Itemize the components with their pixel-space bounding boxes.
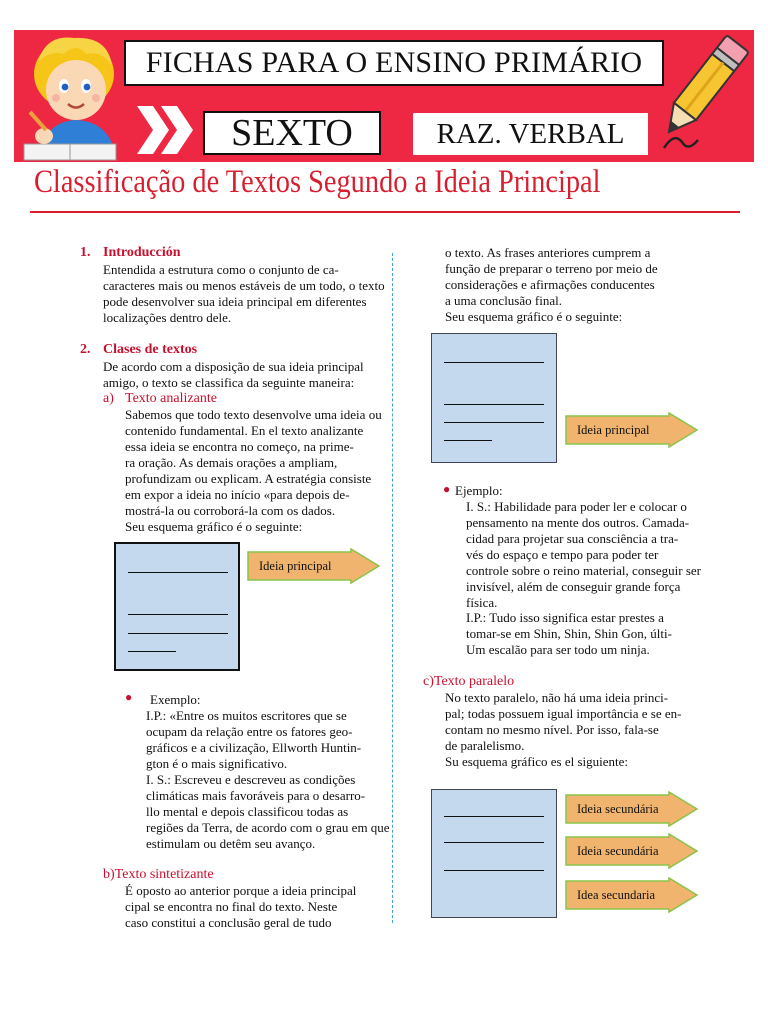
paragraph-line: o texto. As frases anteriores cumprem a xyxy=(445,245,651,260)
paragraph-line: localizações dentro dele. xyxy=(103,310,232,325)
example-title: Ejemplo: xyxy=(455,483,503,498)
paragraph-line: regiões da Terra, de acordo com o grau em que xyxy=(146,820,390,835)
student-writing-illustration xyxy=(16,32,128,162)
paragraph-line: pode desenvolver sua ideia principal em diferentes xyxy=(103,294,367,309)
arrow-label: Ideia secundária xyxy=(577,801,659,816)
scheme-box-analizante xyxy=(114,542,240,671)
arrow-ideia-principal xyxy=(247,548,381,584)
paragraph-line: física. xyxy=(466,595,498,610)
paragraph-line: No texto paralelo, não há uma ideia princi- xyxy=(445,690,669,705)
worksheet-title: FICHAS PARA O ENSINO PRIMÁRIO xyxy=(124,40,664,86)
scheme-line xyxy=(444,362,544,363)
scheme-line xyxy=(128,614,228,615)
column-divider xyxy=(392,253,393,923)
paragraph-line: de paralelismo. xyxy=(445,738,525,753)
paragraph-line: llo mental e depois classificou todas as xyxy=(146,804,349,819)
paragraph-line: função de preparar o terreno por meio de xyxy=(445,261,658,276)
paragraph-line: I.P.: «Entre os muitos escritores que se xyxy=(146,708,347,723)
paragraph-line: vés do espaço e tempo para poder ter xyxy=(466,547,659,562)
paragraph-line: I. S.: Habilidade para poder ler e colocar o xyxy=(466,499,687,514)
paragraph-line: tomar-se em Shin, Shin, Shin Gon, últi- xyxy=(466,626,672,641)
heading-underline xyxy=(30,211,740,213)
paragraph-line: I. S.: Escreveu e descreveu as condições xyxy=(146,772,356,787)
paragraph-line: Um escalão para ser todo um ninja. xyxy=(466,642,650,657)
grade-label: SEXTO xyxy=(203,111,381,155)
paragraph-line: amigo, o texto se classifica da seguinte maneira: xyxy=(103,375,355,390)
paragraph-line: Sabemos que todo texto desenvolve uma ideia ou xyxy=(125,407,382,422)
arrow-ideia-principal xyxy=(565,412,699,448)
arrow-idea-secundaria xyxy=(565,877,699,913)
paragraph-line: essa ideia se encontra no começo, na prime- xyxy=(125,439,354,454)
paragraph-line: climáticas mais favoráveis para o desarro- xyxy=(146,788,366,803)
paragraph-line: mostrá-la ou corroborá-la com os dados. xyxy=(125,503,336,518)
section-number: 2. xyxy=(80,342,91,357)
paragraph-line: É oposto ao anterior porque a ideia principal xyxy=(125,883,357,898)
paragraph-line: contenido fundamental. En el texto analizante xyxy=(125,423,364,438)
scheme-line xyxy=(128,633,228,634)
arrow-label: Ideia secundária xyxy=(577,843,659,858)
arrow-label: Ideia principal xyxy=(259,558,332,573)
arrow-ideia-secundaria xyxy=(565,833,699,869)
paragraph-line: contam no mesmo nível. Por isso, fala-se xyxy=(445,722,659,737)
scheme-line xyxy=(444,422,544,423)
paragraph-line: cidad para projetar sua consciência a tra- xyxy=(466,531,679,546)
paragraph-line: I.P.: Tudo isso significa estar prestes a xyxy=(466,610,664,625)
arrow-ideia-secundaria xyxy=(565,791,699,827)
scheme-line xyxy=(128,572,228,573)
bullet-icon: ● xyxy=(443,482,451,496)
pencil-icon xyxy=(648,30,758,160)
scheme-line xyxy=(128,651,176,652)
paragraph-line: pensamento na mente dos outros. Camada- xyxy=(466,515,690,530)
paragraph-line: em expor a ideia no início «para depois de- xyxy=(125,487,350,502)
scheme-box-paralelo xyxy=(431,789,557,918)
subsection-label: a) xyxy=(103,391,114,406)
paragraph-line: ocupam da relação entre os fatores geo- xyxy=(146,724,353,739)
paragraph-line: controle sobre o reino material, conseguir ser xyxy=(466,563,701,578)
page-heading: Classificação de Textos Segundo a Ideia Principal xyxy=(34,164,601,200)
paragraph-line: De acordo com a disposição de sua ideia principal xyxy=(103,359,364,374)
subsection-title-analizante: Texto analizante xyxy=(125,391,217,406)
arrow-label: Ideia principal xyxy=(577,422,650,437)
paragraph-line: Seu esquema gráfico é o seguinte: xyxy=(445,309,623,324)
paragraph-line: estimulam ou detêm seu avanço. xyxy=(146,836,316,851)
scheme-line xyxy=(444,440,492,441)
scheme-line xyxy=(444,816,544,817)
paragraph-line: profundizam ou explicam. A estratégia consiste xyxy=(125,471,372,486)
paragraph-line: cipal se encontra no final do texto. Neste xyxy=(125,899,338,914)
scheme-line xyxy=(444,842,544,843)
section-number: 1. xyxy=(80,245,91,260)
paragraph-line: pal; todas possuem igual importância e se en- xyxy=(445,706,682,721)
scheme-line xyxy=(444,870,544,871)
paragraph-line: a uma conclusão final. xyxy=(445,293,562,308)
arrow-label: Idea secundaria xyxy=(577,887,656,902)
section-title-clases: Clases de textos xyxy=(103,342,198,357)
subsection-title-sintetizante: b)Texto sintetizante xyxy=(103,867,214,882)
paragraph-line: gráficos e a civilização, Ellworth Huntin- xyxy=(146,740,362,755)
paragraph-line: Su esquema gráfico es el siguiente: xyxy=(445,754,629,769)
subsection-title-paralelo: c)Texto paralelo xyxy=(423,674,515,689)
paragraph-line: ra oração. As demais orações a ampliam, xyxy=(125,455,338,470)
scheme-line xyxy=(444,404,544,405)
bullet-icon: ● xyxy=(125,690,133,704)
scheme-box-sintetizante xyxy=(431,333,557,463)
paragraph-line: Seu esquema gráfico é o seguinte: xyxy=(125,519,303,534)
paragraph-line: gton é o mais significativo. xyxy=(146,756,288,771)
chevron-arrows-icon xyxy=(133,104,199,156)
subject-label: RAZ. VERBAL xyxy=(413,113,648,155)
paragraph-line: Entendida a estrutura como o conjunto de ca- xyxy=(103,262,339,277)
example-title: Exemplo: xyxy=(150,692,201,707)
paragraph-line: considerações e afirmações conducentes xyxy=(445,277,655,292)
paragraph-line: invisível, além de conseguir grande força xyxy=(466,579,681,594)
section-title-introduccion: Introducción xyxy=(103,245,181,260)
paragraph-line: caracteres mais ou menos estáveis de um todo, o texto xyxy=(103,278,385,293)
paragraph-line: caso constitui a conclusão geral de tudo xyxy=(125,915,332,930)
